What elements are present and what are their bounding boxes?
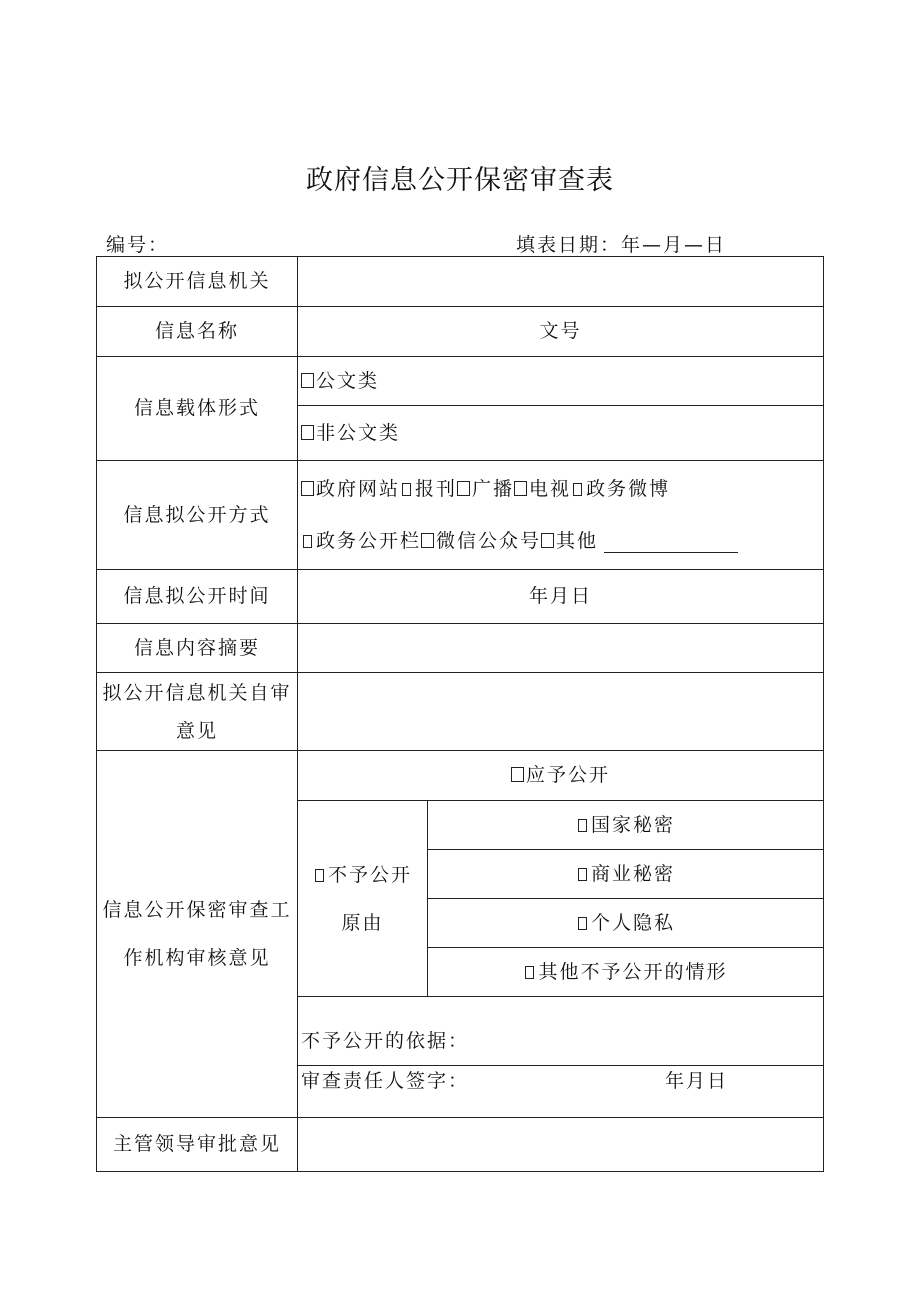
row-carrier-1 (97, 357, 824, 406)
info-name-field[interactable] (298, 307, 824, 357)
reason-other[interactable]: 其他不予公开的情形 (428, 948, 824, 997)
other-blank-line[interactable] (604, 532, 738, 553)
checkbox-icon[interactable] (511, 767, 524, 782)
doc-no-label: 文号 (539, 320, 582, 343)
row-method (97, 461, 824, 570)
option-tv: 电视 (529, 478, 572, 500)
checkbox-icon[interactable] (301, 373, 314, 388)
reason-privacy[interactable]: 个人隐私 (428, 899, 824, 948)
checkbox-icon[interactable] (301, 425, 314, 440)
self-review-label: 拟公开信息机关自审 意见 (97, 673, 298, 751)
leader-label: 主管领导审批意见 (97, 1118, 298, 1172)
info-name-label: 信息名称 (97, 307, 298, 357)
row-review-1 (97, 751, 824, 801)
checkbox-icon[interactable] (421, 533, 434, 548)
reason-state-secret[interactable]: 国家秘密 (428, 801, 824, 850)
signer-field[interactable]: 审查责任人签字： 年月日 (298, 1066, 824, 1118)
checkbox-icon[interactable] (301, 481, 314, 496)
summary-label: 信息内容摘要 (97, 624, 298, 673)
row-leader (97, 1118, 824, 1172)
row-summary (97, 624, 824, 673)
option-broadcast: 广播 (472, 478, 515, 500)
reason-commercial-secret[interactable]: 商业秘密 (428, 850, 824, 899)
option-gov-website: 政府网站 (316, 478, 401, 500)
not-publish-group: 不予公开 原由 (298, 801, 428, 997)
checkbox-icon[interactable] (573, 483, 582, 496)
carrier-option-document[interactable]: 公文类 (298, 357, 824, 406)
time-value[interactable]: 年月日 (298, 570, 824, 624)
checkbox-icon[interactable] (303, 535, 312, 548)
should-publish-option[interactable]: 应予公开 (298, 751, 824, 801)
agency-field[interactable] (298, 257, 824, 307)
review-form-table (96, 256, 824, 1172)
basis-field[interactable]: 不予公开的依据： (298, 997, 824, 1066)
page-title: 政府信息公开保密审查表 (306, 165, 614, 196)
agency-label: 拟公开信息机关 (97, 257, 298, 307)
option-gov-weibo: 政务微博 (586, 478, 671, 500)
row-self-review (97, 673, 824, 751)
row-time (97, 570, 824, 624)
checkbox-icon[interactable] (578, 819, 587, 832)
checkbox-icon[interactable] (578, 868, 587, 881)
checkbox-icon[interactable] (525, 966, 534, 979)
review-label: 信息公开保密审查工 作机构审核意见 (97, 751, 298, 1118)
carrier-option-non-document[interactable]: 非公文类 (298, 406, 824, 461)
checkbox-icon[interactable] (457, 481, 470, 496)
row-info-name (97, 307, 824, 357)
summary-field[interactable] (298, 624, 824, 673)
carrier-label: 信息载体形式 (97, 357, 298, 461)
number-label: 编号： (106, 234, 170, 256)
checkbox-icon[interactable] (315, 869, 324, 882)
leader-field[interactable] (298, 1118, 824, 1172)
row-agency (97, 257, 824, 307)
option-newspaper: 报刊 (415, 478, 458, 500)
option-other: 其他 (556, 530, 599, 552)
fill-date-label: 填表日期：年—月—日 (516, 234, 727, 256)
checkbox-icon[interactable] (514, 481, 527, 496)
option-bulletin-board: 政务公开栏 (316, 530, 422, 552)
method-options (298, 461, 824, 570)
self-review-field[interactable] (298, 673, 824, 751)
checkbox-icon[interactable] (578, 917, 587, 930)
method-label: 信息拟公开方式 (97, 461, 298, 570)
time-label: 信息拟公开时间 (97, 570, 298, 624)
checkbox-icon[interactable] (541, 533, 554, 548)
sign-date: 年月日 (665, 1070, 729, 1092)
option-wechat: 微信公众号 (436, 530, 542, 552)
checkbox-icon[interactable] (402, 483, 411, 496)
